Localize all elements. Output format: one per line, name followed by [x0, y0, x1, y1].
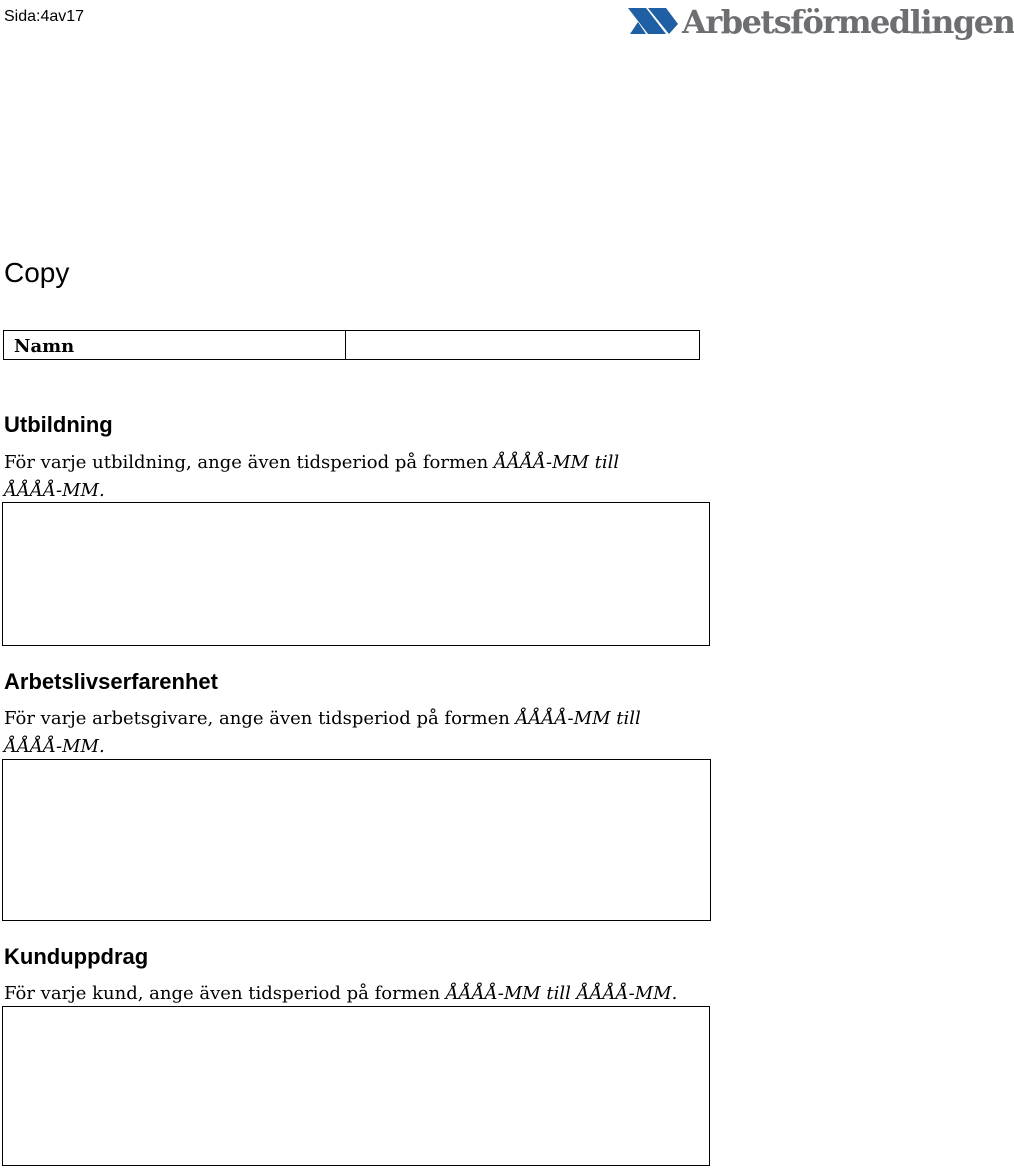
client-assignments-date-format: ÅÅÅÅ-MM till ÅÅÅÅ-MM.	[445, 983, 678, 1004]
client-assignments-field[interactable]	[2, 1006, 710, 1166]
client-assignments-instruction-text: För varje kund, ange även tidsperiod på formen	[4, 983, 446, 1004]
name-field[interactable]	[346, 331, 699, 359]
education-instruction-text: För varje utbildning, ange även tidsperiod på formen	[4, 452, 494, 473]
education-heading: Utbildning	[4, 412, 113, 437]
name-table	[3, 330, 700, 360]
page-number: Sida:4av17	[4, 8, 85, 25]
work-experience-instruction-text: För varje arbetsgivare, ange även tidsperiod på formen	[4, 708, 516, 729]
work-experience-field[interactable]	[2, 759, 711, 921]
name-label: Namn	[4, 331, 346, 359]
work-experience-heading: Arbetslivserfarenhet	[4, 669, 218, 694]
education-instruction	[4, 449, 664, 505]
education-field[interactable]	[2, 502, 710, 646]
education-date-format: ÅÅÅÅ-MM till ÅÅÅÅ-MM.	[4, 452, 620, 501]
logo-mark-icon	[626, 6, 680, 36]
work-experience-instruction	[4, 705, 684, 761]
document-title: Copy	[4, 257, 70, 288]
client-assignments-instruction	[4, 980, 724, 1008]
arbetsformedlingen-logo	[626, 3, 1014, 48]
client-assignments-heading: Kunduppdrag	[4, 944, 149, 969]
logo-wordmark: Arbetsförmedlingen	[682, 3, 1014, 41]
work-experience-date-format: ÅÅÅÅ-MM till ÅÅÅÅ-MM.	[4, 708, 641, 757]
